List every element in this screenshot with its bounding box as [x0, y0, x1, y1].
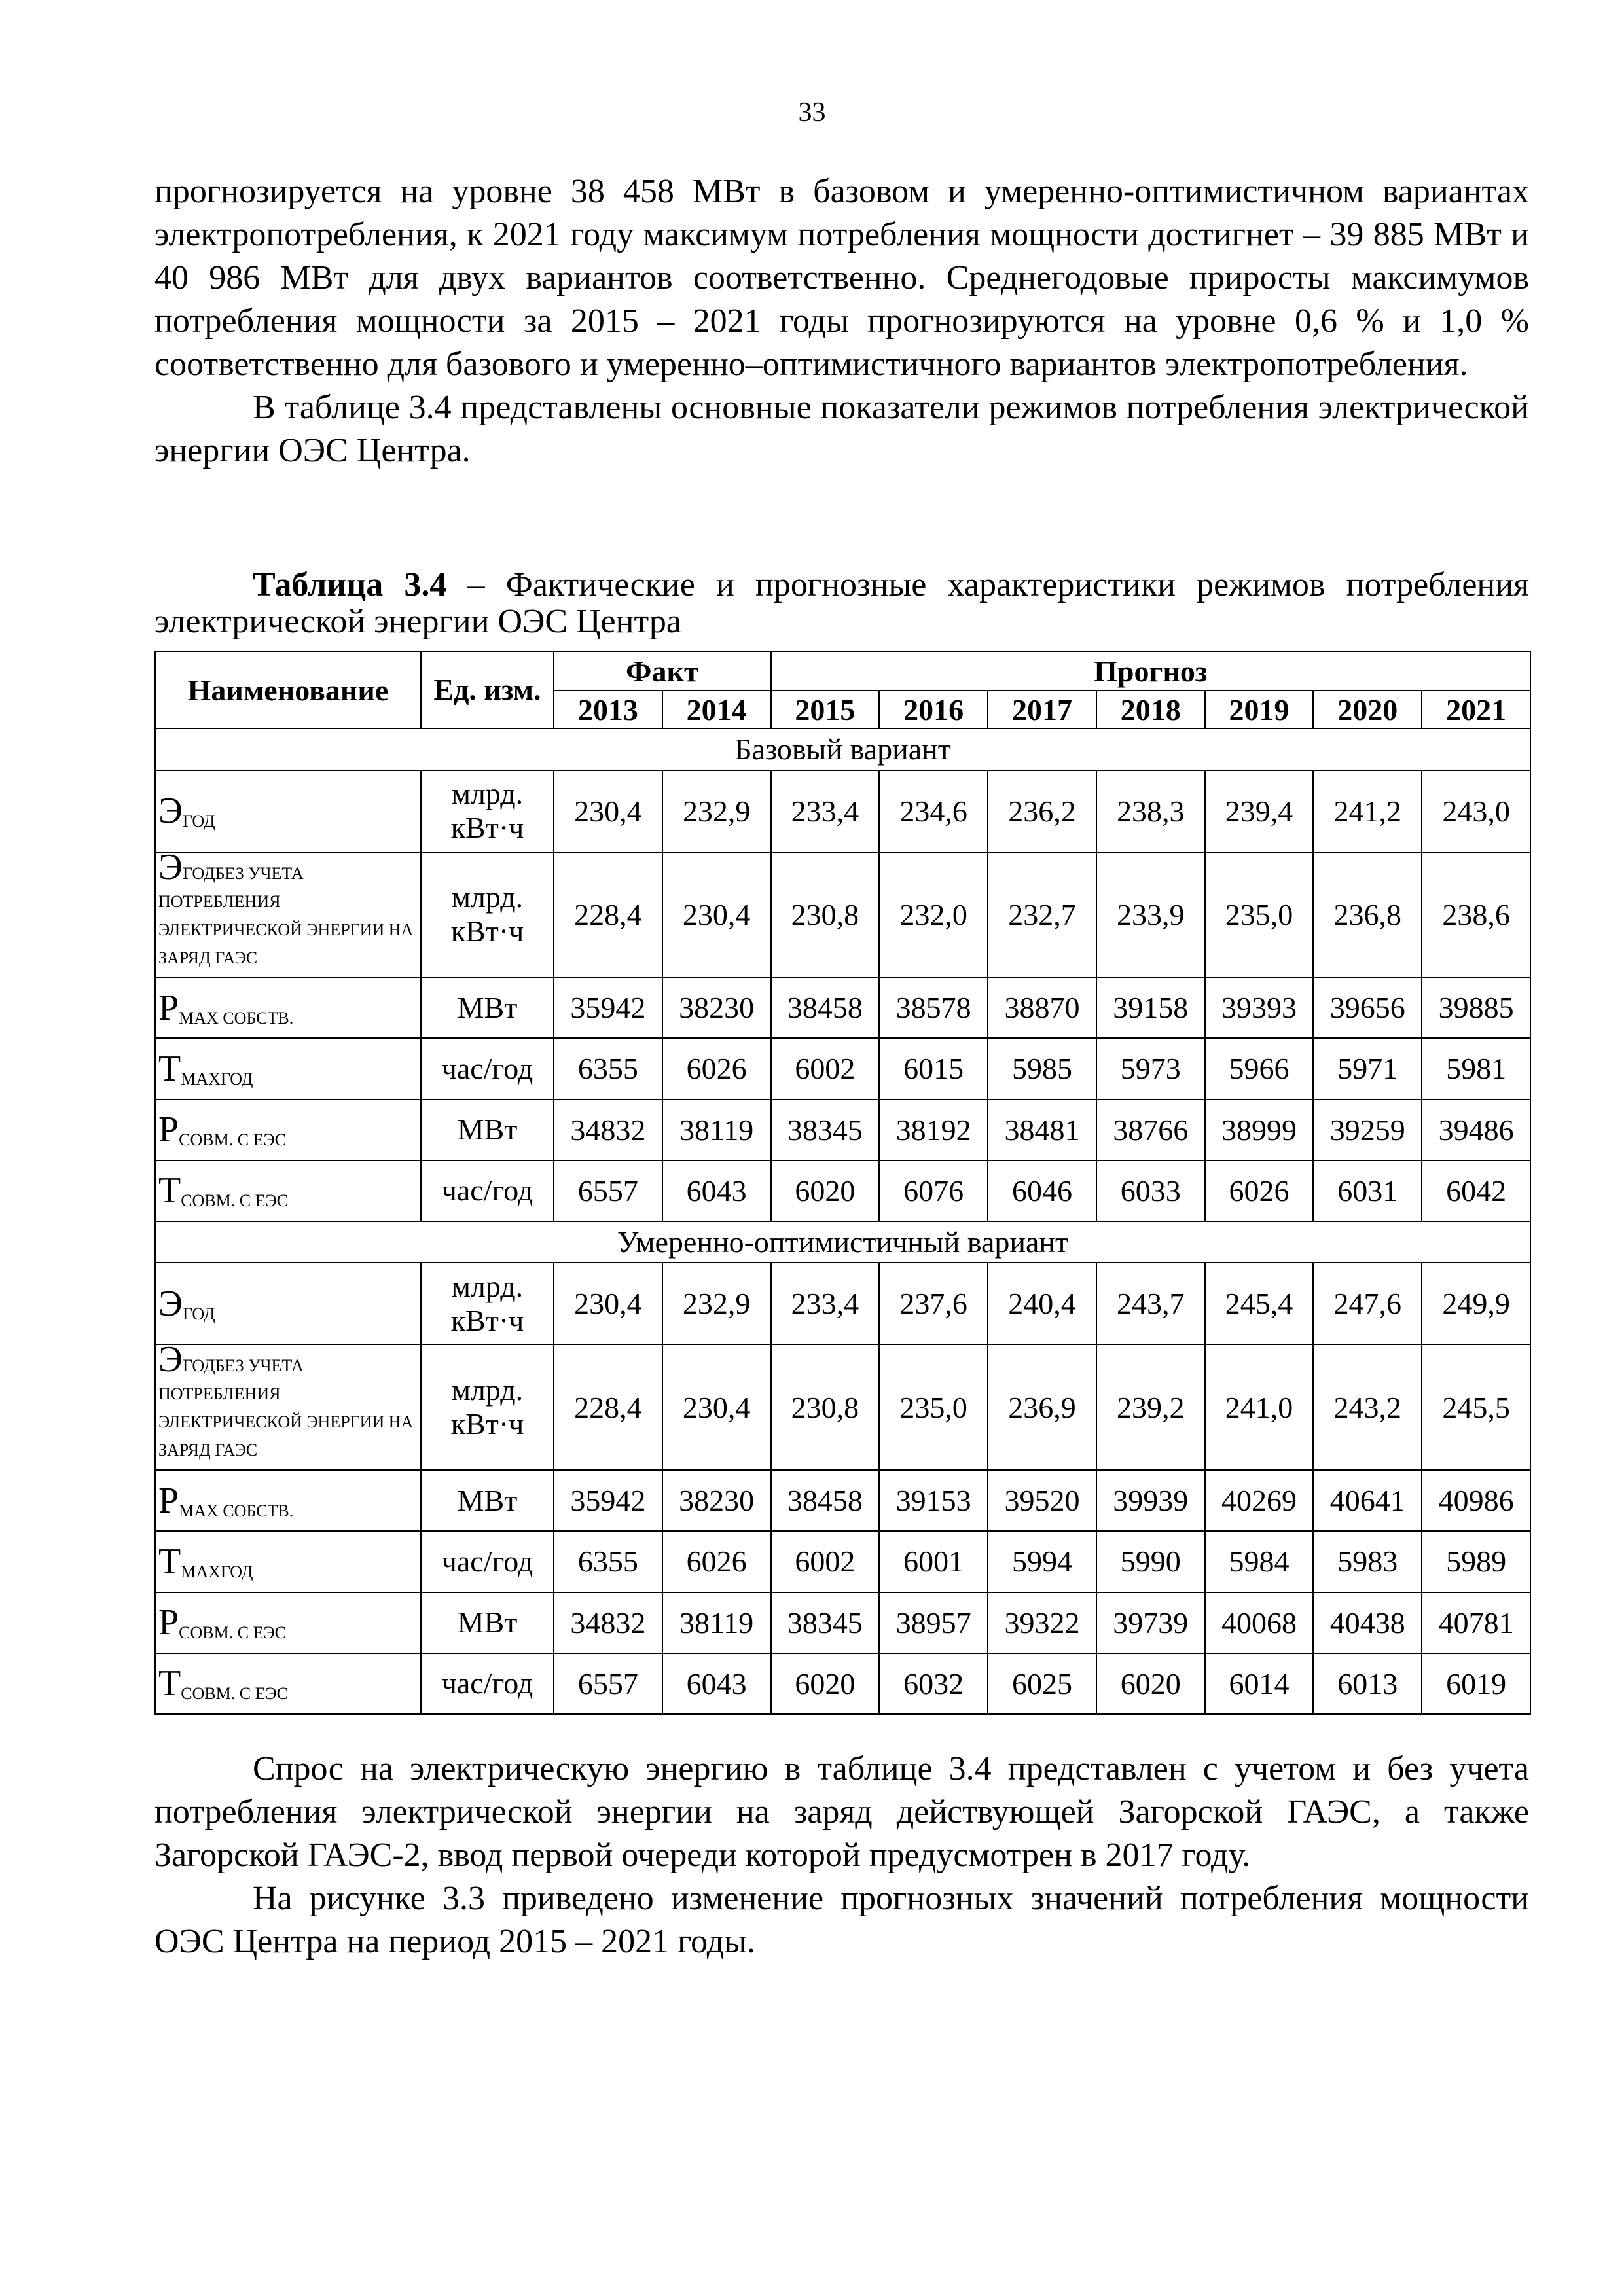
header-name: Наименование — [155, 651, 421, 728]
header-year: 2014 — [662, 691, 771, 728]
table-cell: 233,9 — [1096, 852, 1205, 978]
table-cell: 38230 — [662, 1470, 771, 1531]
table-cell: 39520 — [988, 1470, 1096, 1531]
table-cell: 236,2 — [988, 770, 1096, 852]
row-subscript: MAXГОД — [181, 1562, 253, 1581]
table-cell: 6033 — [1096, 1160, 1205, 1221]
header-unit: Ед. изм. — [421, 651, 554, 728]
table-cell: 232,9 — [662, 1263, 771, 1344]
table-cell: 6020 — [771, 1160, 880, 1221]
row-name — [155, 852, 421, 978]
table-cell: 6355 — [554, 1531, 662, 1592]
table-cell: 6076 — [879, 1160, 988, 1221]
table-cell: 6032 — [879, 1653, 988, 1714]
table-cell: 230,4 — [662, 1344, 771, 1470]
header-year: 2018 — [1096, 691, 1205, 728]
after-text — [154, 1748, 1529, 1964]
table-cell: 6031 — [1313, 1160, 1422, 1221]
row-symbol: T — [158, 1048, 181, 1089]
row-symbol: T — [158, 1541, 181, 1582]
table-cell: 5994 — [988, 1531, 1096, 1592]
table-cell: 235,0 — [1205, 852, 1314, 978]
row-subscript: ГОДБЕЗ УЧЕТА ПОТРЕБЛЕНИЯ ЭЛЕКТРИЧЕСКОЙ ЭНЕРГИИ НА ЗАРЯД ГАЭС — [158, 863, 414, 967]
paragraph: На рисунке 3.3 приведено изменение прогнозных значений потребления мощности ОЭС Центра на период 2015 – 2021 годы. — [154, 1880, 1529, 1960]
data-table — [154, 651, 1531, 1715]
table-cell: 39158 — [1096, 977, 1205, 1038]
row-subscript: СОВМ. С ЕЭС — [179, 1623, 286, 1643]
table-cell: 230,4 — [662, 852, 771, 978]
table-cell: 6014 — [1205, 1653, 1314, 1714]
table-row — [155, 1344, 1530, 1470]
row-name — [155, 1470, 421, 1531]
table-row — [155, 1263, 1530, 1344]
table-row — [155, 1038, 1530, 1099]
table-cell: 245,4 — [1205, 1263, 1314, 1344]
row-subscript: СОВМ. С ЕЭС — [181, 1684, 289, 1704]
row-subscript: MAX СОБСТВ. — [179, 1501, 294, 1520]
table-cell: 38766 — [1096, 1100, 1205, 1160]
table-row — [155, 852, 1530, 978]
table-cell: 6043 — [662, 1653, 771, 1714]
table-cell: 228,4 — [554, 1344, 662, 1470]
row-subscript: ГОД — [182, 1304, 215, 1323]
table-cell: 5989 — [1422, 1531, 1530, 1592]
table-cell: 39322 — [988, 1592, 1096, 1653]
table-cell: 5966 — [1205, 1038, 1314, 1099]
header-year: 2016 — [879, 691, 988, 728]
table-cell: 39939 — [1096, 1470, 1205, 1531]
table-row — [155, 1592, 1530, 1653]
row-name — [155, 1592, 421, 1653]
table-cell: 230,8 — [771, 852, 880, 978]
table-cell: 247,6 — [1313, 1263, 1422, 1344]
row-subscript: MAXГОД — [181, 1069, 253, 1088]
table-row — [155, 1653, 1530, 1714]
table-cell: 40781 — [1422, 1592, 1530, 1653]
row-unit: МВт — [421, 1470, 554, 1531]
table-cell: 6043 — [662, 1160, 771, 1221]
table-cell: 6557 — [554, 1160, 662, 1221]
table-cell: 6020 — [1096, 1653, 1205, 1714]
row-name — [155, 1263, 421, 1344]
table-cell: 35942 — [554, 1470, 662, 1531]
table-cell: 38230 — [662, 977, 771, 1038]
table-cell: 38458 — [771, 977, 880, 1038]
row-symbol: Э — [158, 852, 183, 888]
row-unit: млрд. кВт·ч — [421, 1344, 554, 1470]
table-cell: 6002 — [771, 1531, 880, 1592]
table-cell: 39393 — [1205, 977, 1314, 1038]
row-unit: млрд. кВт·ч — [421, 770, 554, 852]
table-caption-label: Таблица 3.4 — [253, 566, 447, 603]
table-cell: 249,9 — [1422, 1263, 1530, 1344]
row-symbol: Э — [158, 791, 183, 832]
table-cell: 241,2 — [1313, 770, 1422, 852]
table-cell: 5984 — [1205, 1531, 1314, 1592]
row-symbol: P — [158, 1602, 179, 1643]
table-caption — [154, 567, 1529, 640]
row-unit: МВт — [421, 1100, 554, 1160]
row-unit: час/год — [421, 1653, 554, 1714]
table-cell: 240,4 — [988, 1263, 1096, 1344]
table-cell: 34832 — [554, 1100, 662, 1160]
table-cell: 230,4 — [554, 1263, 662, 1344]
table-cell: 6026 — [662, 1531, 771, 1592]
table-cell: 5985 — [988, 1038, 1096, 1099]
row-name — [155, 1531, 421, 1592]
header-year: 2019 — [1205, 691, 1314, 728]
table-cell: 38458 — [771, 1470, 880, 1531]
paragraph: Спрос на электрическую энергию в таблице 3.4 представлен с учетом и без учета потребления электрической энергии на заряд действующей Загорской ГАЭС, а также Загорской ГАЭС-2, ввод первой очереди которой предусмотрен в 2017 году. — [154, 1750, 1529, 1874]
table-cell: 38345 — [771, 1100, 880, 1160]
table-cell: 239,4 — [1205, 770, 1314, 852]
row-name — [155, 977, 421, 1038]
table-cell: 6002 — [771, 1038, 880, 1099]
header-fact: Факт — [554, 651, 771, 691]
table-cell: 38957 — [879, 1592, 988, 1653]
table-cell: 39656 — [1313, 977, 1422, 1038]
row-symbol: P — [158, 1480, 179, 1521]
header-year: 2013 — [554, 691, 662, 728]
table-cell: 245,5 — [1422, 1344, 1530, 1470]
table-cell: 6355 — [554, 1038, 662, 1099]
table-row — [155, 1470, 1530, 1531]
row-name — [155, 1160, 421, 1221]
table-cell: 38870 — [988, 977, 1096, 1038]
header-year: 2015 — [771, 691, 880, 728]
table-row — [155, 1100, 1530, 1160]
row-symbol: P — [158, 987, 179, 1028]
row-unit: млрд. кВт·ч — [421, 1263, 554, 1344]
table-cell: 40269 — [1205, 1470, 1314, 1531]
table-cell: 243,2 — [1313, 1344, 1422, 1470]
row-unit: час/год — [421, 1038, 554, 1099]
table-cell: 235,0 — [879, 1344, 988, 1470]
table-cell: 228,4 — [554, 852, 662, 978]
row-subscript: ГОД — [182, 812, 215, 831]
page-number: 33 — [798, 98, 826, 128]
row-symbol: T — [158, 1663, 181, 1704]
row-symbol: T — [158, 1170, 181, 1211]
table-cell: 232,7 — [988, 852, 1096, 978]
row-symbol: Э — [158, 1344, 183, 1380]
table-cell: 6026 — [1205, 1160, 1314, 1221]
row-name — [155, 1344, 421, 1470]
table-cell: 38119 — [662, 1100, 771, 1160]
paragraph: прогнозируется на уровне 38 458 МВт в базовом и умеренно-оптимистичном вариантах электропотребления, к 2021 году максимум потребления мощности достигнет – 39 885 МВт и 40 986 МВт для двух вариантов соответственно. Среднегодовые приросты максимумов потребления мощности за 2015 – 2021 годы прогнозируются на уровне 0,6 % и 1,0 % соответственно для базового и умеренно–оптимистичного вариантов электропотребления. — [154, 173, 1529, 383]
table-cell: 239,2 — [1096, 1344, 1205, 1470]
table-cell: 234,6 — [879, 770, 988, 852]
table-cell: 39486 — [1422, 1100, 1530, 1160]
section-title: Умеренно-оптимистичный вариант — [155, 1221, 1530, 1263]
table-row — [155, 770, 1530, 852]
table-cell: 6046 — [988, 1160, 1096, 1221]
table-cell: 238,6 — [1422, 852, 1530, 978]
row-subscript: СОВМ. С ЕЭС — [181, 1191, 289, 1211]
header-year: 2020 — [1313, 691, 1422, 728]
table-cell: 6557 — [554, 1653, 662, 1714]
row-symbol: Э — [158, 1283, 183, 1324]
table-cell: 6026 — [662, 1038, 771, 1099]
table-cell: 5983 — [1313, 1531, 1422, 1592]
row-name — [155, 770, 421, 852]
table-cell: 40438 — [1313, 1592, 1422, 1653]
table-cell: 40068 — [1205, 1592, 1314, 1653]
table-cell: 233,4 — [771, 770, 880, 852]
table-cell: 5990 — [1096, 1531, 1205, 1592]
table-cell: 6013 — [1313, 1653, 1422, 1714]
table-cell: 38345 — [771, 1592, 880, 1653]
table-cell: 5981 — [1422, 1038, 1530, 1099]
header-year: 2017 — [988, 691, 1096, 728]
row-name — [155, 1653, 421, 1714]
table-cell: 6001 — [879, 1531, 988, 1592]
row-unit: млрд. кВт·ч — [421, 852, 554, 978]
table-cell: 6025 — [988, 1653, 1096, 1714]
table-cell: 39885 — [1422, 977, 1530, 1038]
header-forecast: Прогноз — [771, 651, 1530, 691]
table-cell: 241,0 — [1205, 1344, 1314, 1470]
section-title: Базовый вариант — [155, 728, 1530, 770]
row-unit: час/год — [421, 1160, 554, 1221]
row-symbol: P — [158, 1109, 179, 1151]
table-cell: 38578 — [879, 977, 988, 1038]
table-cell: 5973 — [1096, 1038, 1205, 1099]
table-cell: 243,7 — [1096, 1263, 1205, 1344]
row-unit: час/год — [421, 1531, 554, 1592]
table-cell: 233,4 — [771, 1263, 880, 1344]
table-row — [155, 1531, 1530, 1592]
row-subscript: ГОДБЕЗ УЧЕТА ПОТРЕБЛЕНИЯ ЭЛЕКТРИЧЕСКОЙ ЭНЕРГИИ НА ЗАРЯД ГАЭС — [158, 1356, 414, 1460]
row-subscript: СОВМ. С ЕЭС — [179, 1130, 286, 1150]
table-cell: 236,9 — [988, 1344, 1096, 1470]
row-subscript: MAX СОБСТВ. — [179, 1008, 294, 1028]
table-cell: 238,3 — [1096, 770, 1205, 852]
table-cell: 232,0 — [879, 852, 988, 978]
table-cell: 38119 — [662, 1592, 771, 1653]
table-cell: 40986 — [1422, 1470, 1530, 1531]
table-caption-text: – Фактические и прогнозные характеристики режимов потребления электрической энергии ОЭС Центра — [154, 566, 1529, 640]
header-year: 2021 — [1422, 691, 1530, 728]
table-cell: 243,0 — [1422, 770, 1530, 852]
table-cell: 38192 — [879, 1100, 988, 1160]
table-cell: 34832 — [554, 1592, 662, 1653]
table-cell: 38481 — [988, 1100, 1096, 1160]
row-name — [155, 1038, 421, 1099]
paragraph: В таблице 3.4 представлены основные показатели режимов потребления электрической энергии ОЭС Центра. — [154, 389, 1529, 469]
row-unit: МВт — [421, 1592, 554, 1653]
table-cell: 6020 — [771, 1653, 880, 1714]
table-cell: 230,4 — [554, 770, 662, 852]
table-cell: 39259 — [1313, 1100, 1422, 1160]
table-cell: 6019 — [1422, 1653, 1530, 1714]
table-cell: 40641 — [1313, 1470, 1422, 1531]
table-cell: 236,8 — [1313, 852, 1422, 978]
row-name — [155, 1100, 421, 1160]
row-unit: МВт — [421, 977, 554, 1038]
table-cell: 232,9 — [662, 770, 771, 852]
table-cell: 6042 — [1422, 1160, 1530, 1221]
table-cell: 5971 — [1313, 1038, 1422, 1099]
intro-text — [154, 170, 1529, 473]
table-cell: 39153 — [879, 1470, 988, 1531]
table-cell: 35942 — [554, 977, 662, 1038]
table-row — [155, 977, 1530, 1038]
table-cell: 39739 — [1096, 1592, 1205, 1653]
table-cell: 6015 — [879, 1038, 988, 1099]
table-cell: 237,6 — [879, 1263, 988, 1344]
table-row — [155, 1160, 1530, 1221]
table-cell: 38999 — [1205, 1100, 1314, 1160]
table-cell: 230,8 — [771, 1344, 880, 1470]
